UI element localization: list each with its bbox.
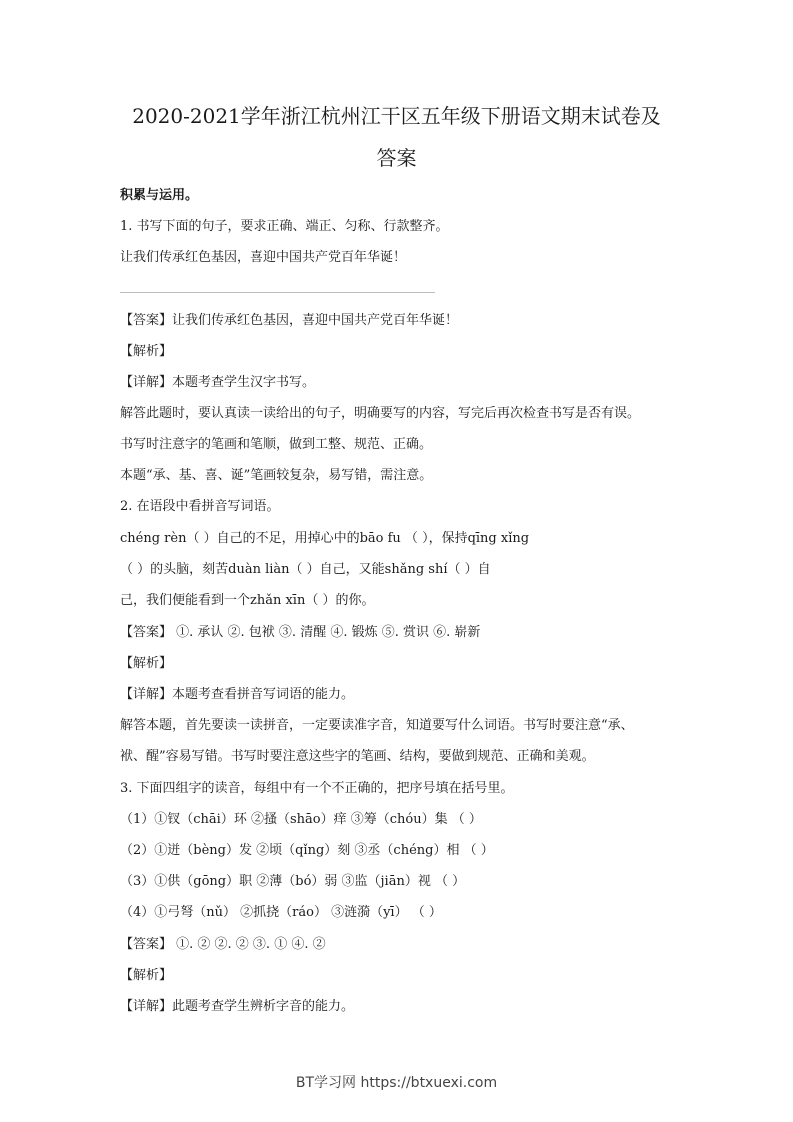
- q1-answer: 【答案】让我们传承红色基因，喜迎中国共产党百年华诞！: [120, 313, 459, 328]
- writing-line: [120, 292, 435, 293]
- q2-detail: 【详解】本题考查看拼音写词语的能力。: [120, 687, 355, 702]
- q1-explanation-2: 书写时注意字的笔画和笔顺，做到工整、规范、正确。: [120, 437, 433, 452]
- q2-explanation-1: 解答本题，首先要读一读拼音，一定要读准字音，知道要写什么词语。书写时要注意“承、: [120, 718, 634, 733]
- q1-prompt: 1. 书写下面的句子，要求正确、端正、匀称、行款整齐。: [120, 219, 449, 234]
- q2-passage-3: 己，我们便能看到一个zhǎn xīn（ ）的你。: [120, 593, 375, 608]
- q3-answer: 【答案】 ①. ② ②. ② ③. ① ④. ②: [120, 937, 326, 952]
- q3-prompt: 3. 下面四组字的读音，每组中有一个不正确的，把序号填在括号里。: [120, 781, 514, 796]
- document-title-line1: 2020-2021学年浙江杭州江干区五年级下册语文期末试卷及: [132, 104, 661, 128]
- q2-answer: 【答案】 ①. 承认 ②. 包袱 ③. 清醒 ④. 锻炼 ⑤. 赏识 ⑥. 崭新: [120, 625, 481, 640]
- q3-analysis: 【解析】: [120, 968, 173, 983]
- q3-group-4: （4）①弓弩（nǔ） ②抓挠（ráo） ③涟漪（yī） （ ）: [120, 905, 442, 920]
- section-heading: 积累与运用。: [120, 188, 199, 203]
- q2-analysis: 【解析】: [120, 656, 173, 671]
- q2-passage-1: chéng rèn（ ）自己的不足，用掉心中的bāo fu （ ），保持qīng xǐng: [120, 531, 530, 546]
- q1-explanation-1: 解答此题时，要认真读一读给出的句子，明确要写的内容，写完后再次检查书写是否有误。: [120, 406, 641, 421]
- q2-explanation-2: 袱、醒”容易写错。书写时要注意这些字的笔画、结构，要做到规范、正确和美观。: [120, 749, 595, 764]
- document-title-line2: 答案: [376, 146, 417, 170]
- q2-passage-2: （ ）的头脑，刻苦duàn liàn（ ）自己，又能shǎng shí（ ）自: [120, 562, 491, 577]
- q1-analysis: 【解析】: [120, 344, 173, 359]
- q3-group-3: （3）①供（gōng）职 ②薄（bó）弱 ③监（jiān）视 （ ）: [120, 874, 466, 889]
- footer-watermark: BT学习网 https://btxuexi.com: [295, 1075, 498, 1091]
- q3-detail: 【详解】此题考查学生辨析字音的能力。: [120, 999, 355, 1014]
- q1-detail: 【详解】本题考查学生汉字书写。: [120, 375, 316, 390]
- q3-group-1: （1）①钗（chāi）环 ②搔（shāo）痒 ③筹（chóu）集 （ ）: [120, 812, 482, 827]
- q2-prompt: 2. 在语段中看拼音写词语。: [120, 499, 280, 514]
- q3-group-2: （2）①迸（bèng）发 ②顷（qǐng）刻 ③丞（chéng）相 （ ）: [120, 843, 494, 858]
- q1-explanation-3: 本题“承、基、喜、诞”笔画较复杂，易写错，需注意。: [120, 468, 433, 483]
- q1-sentence: 让我们传承红色基因，喜迎中国共产党百年华诞！: [120, 250, 407, 265]
